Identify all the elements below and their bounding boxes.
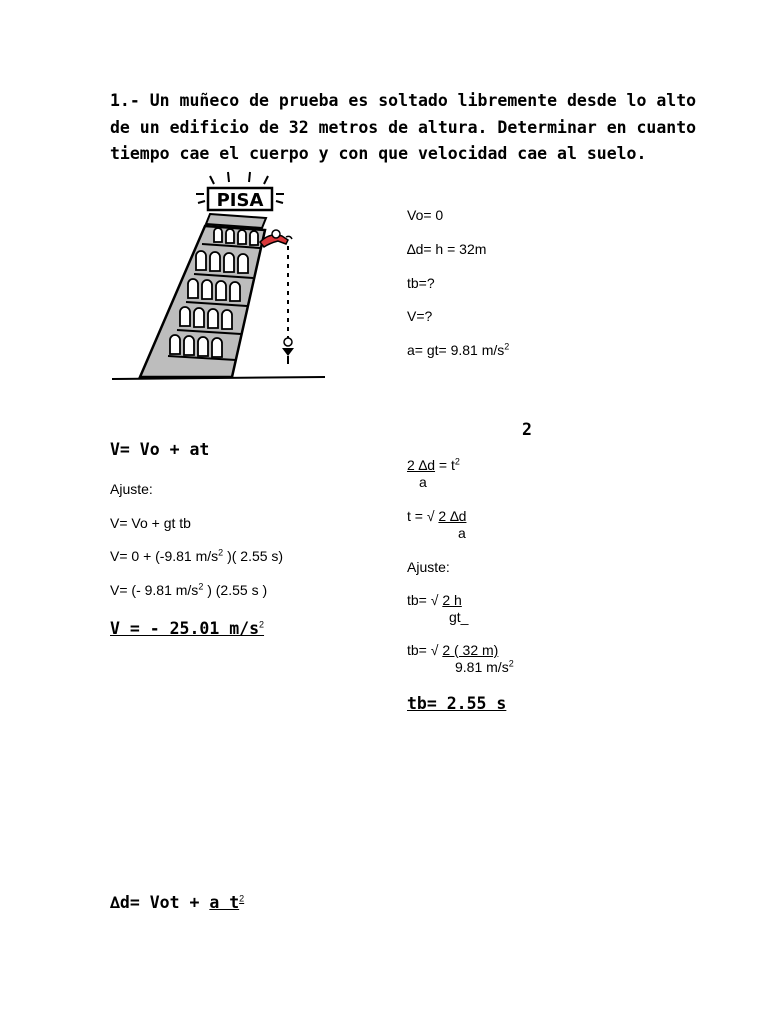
time-formula-3-denominator: gt_ (449, 609, 469, 625)
time-result: tb= 2.55 s (407, 694, 507, 713)
velocity-formula: V= Vo + at (110, 440, 210, 459)
left-ajuste-label: Ajuste: (110, 481, 153, 497)
given-initial-velocity: Vo= 0 (407, 207, 444, 223)
right-top-number: 2 (522, 420, 532, 439)
given-velocity: V=? (407, 308, 433, 324)
problem-line-3: tiempo cae el cuerpo y con que velocidad cae al suelo. (110, 144, 647, 163)
time-formula-1-denominator: a (419, 474, 427, 490)
pisa-sign-text: PISA (216, 190, 264, 211)
pisa-sign (196, 172, 284, 211)
time-formula-4: tb= √ 2 ( 32 m) (407, 642, 499, 658)
time-formula-1: 2 $\Delta d = t^2$ (407, 456, 460, 473)
given-acceleration: a= gt= 9.81 $m/s^2$ (407, 341, 510, 358)
problem-statement (110, 88, 697, 168)
left-equation-2: V= 0 + (-9.81 $m/s^2$ )( 2.55 s) (110, 547, 284, 564)
left-equation-1: V= Vo + gt tb (110, 515, 191, 531)
time-formula-2-denominator: a (458, 525, 466, 541)
time-formula-2: t = √ 2 ∆d (407, 508, 467, 524)
time-formula-4-denominator: 9.81 $m/s^2$ (455, 658, 514, 675)
problem-line-1: 1.- Un muñeco de prueba es soltado libremente desde lo alto (110, 91, 697, 110)
velocity-result: V = - 25.01 $m/s^2$ (110, 619, 265, 638)
time-formula-3: tb= √ 2 h (407, 592, 462, 608)
leaning-tower-of-pisa-icon (110, 170, 332, 385)
falling-dummy-icon (282, 246, 294, 364)
problem-line-2: de un edificio de 32 metros de altura. Determinar en cuanto (110, 117, 697, 137)
right-ajuste-label: Ajuste: (407, 559, 450, 575)
given-height: ∆d= h = 32m (407, 241, 487, 257)
given-time: tb=? (407, 275, 435, 291)
displacement-formula: ∆d= Vot + a $t^2$ (110, 893, 245, 912)
left-equation-3: V= (- 9.81 $m/s^2$ ) (2.55 s ) (110, 581, 268, 598)
tower-body (140, 214, 266, 377)
